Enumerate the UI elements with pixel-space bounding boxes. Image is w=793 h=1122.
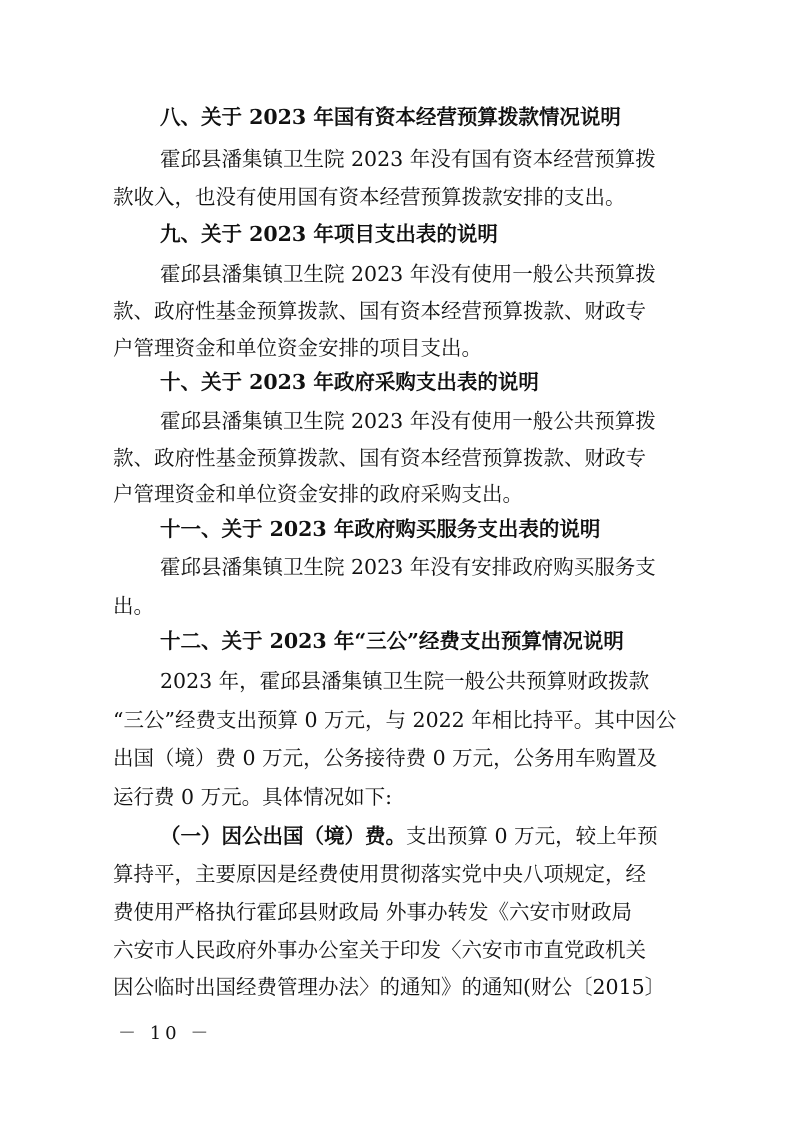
paragraph-line: “三公”经费支出预算 0 万元，与 2022 年相比持平。其中因公 [113,708,677,732]
paragraph-line: 算持平，主要原因是经费使用贯彻落实党中央八项规定，经 [113,862,646,886]
subsection-heading: （一）因公出国（境）费。 [160,824,406,848]
paragraph-line: 户管理资金和单位资金安排的政府采购支出。 [113,482,523,506]
page-number: － 10 － [118,1023,213,1044]
paragraph-line: 霍邱县潘集镇卫生院 2023 年没有使用一般公共预算拨 [160,262,656,286]
paragraph-line: 六安市人民政府外事办公室关于印发〈六安市市直党政机关 [113,938,646,962]
paragraph-line: 户管理资金和单位资金安排的项目支出。 [113,336,482,360]
section-heading-8: 八、关于 2023 年国有资本经营预算拨款情况说明 [160,105,621,129]
subsection-text: 支出预算 0 万元，较上年预 [406,824,658,848]
paragraph-line: 2023 年，霍邱县潘集镇卫生院一般公共预算财政拨款 [160,669,650,693]
paragraph-line: 款收入，也没有使用国有资本经营预算拨款安排的支出。 [113,185,626,209]
paragraph-line: 因公临时出国经费管理办法〉的通知》的通知(财公〔2015〕 [113,975,666,999]
section-heading-10: 十、关于 2023 年政府采购支出表的说明 [160,370,539,394]
paragraph-line: 运行费 0 万元。具体情况如下: [113,785,392,809]
paragraph-line: 出国（境）费 0 万元，公务接待费 0 万元，公务用车购置及 [113,746,658,770]
section-heading-12: 十二、关于 2023 年“三公”经费支出预算情况说明 [160,629,624,653]
paragraph-line: 霍邱县潘集镇卫生院 2023 年没有国有资本经营预算拨 [160,147,656,171]
section-heading-11: 十一、关于 2023 年政府购买服务支出表的说明 [160,517,601,541]
paragraph-line: 款、政府性基金预算拨款、国有资本经营预算拨款、财政专 [113,299,646,323]
paragraph-line: 霍邱县潘集镇卫生院 2023 年没有使用一般公共预算拨 [160,409,656,433]
subsection-first-line [160,822,658,850]
paragraph-line: 费使用严格执行霍邱县财政局 外事办转发《六安市财政局 [113,900,633,924]
section-heading-9: 九、关于 2023 年项目支出表的说明 [160,222,498,246]
paragraph-line: 款、政府性基金预算拨款、国有资本经营预算拨款、财政专 [113,446,646,470]
paragraph-line: 出。 [113,594,154,618]
paragraph-line: 霍邱县潘集镇卫生院 2023 年没有安排政府购买服务支 [160,555,656,579]
